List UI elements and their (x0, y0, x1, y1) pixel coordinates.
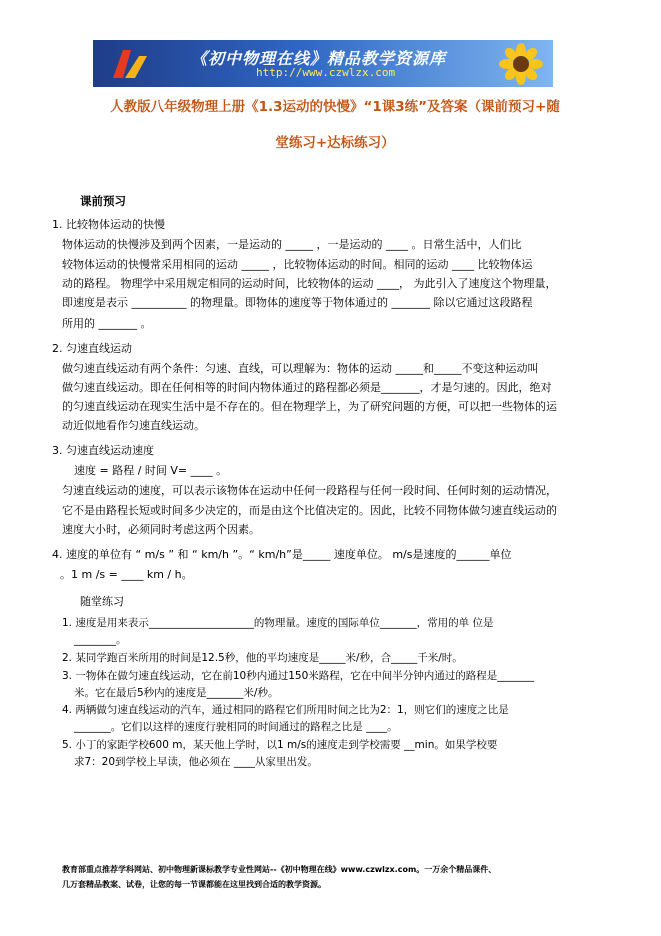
preview-line: 较物体运动的快慢常采用相同的运动 _____ ，比较物体运动的时间。相同的运动 ____ 比较物体运 (62, 258, 533, 271)
practice-line: 4. 两辆做匀速直线运动的汽车，通过相同的路程它们所用时间之比为2：1，则它们的速度之比是 (62, 704, 509, 716)
banner-title: 《初中物理在线》精品教学资源库 (191, 49, 447, 68)
practice-line: 3. 一物体在做匀速直线运动，它在前10秒内通过150米路程，它在中间半分钟内通过的路程是_______ (62, 670, 535, 682)
practice-line: ________。 (74, 634, 127, 646)
preview-line: 即速度是表示 __________ 的物理量。即物体的速度等于物体通过的 _______ 除以它通过这段路程 (62, 296, 533, 309)
preview-line: 所用的 _______ 。 (62, 317, 152, 330)
footer-line2: 几万套精品教案、试卷，让您的每一节课都能在这里找到合适的教学资源。 (62, 880, 326, 889)
preview-line: 做匀速直线运动有两个条件：匀速、直线，可以理解为：物体的运动 _____和_____不变这种运动叫 (62, 362, 539, 375)
footer-line1: 教育部重点推荐学科网站、初中物理新课标教学专业性网站--《初中物理在线》www.czwlzx.com。一万余个精品课件、 (62, 865, 497, 874)
banner-url: http://www.czwlzx.com (256, 66, 396, 79)
preview-line: 速度 = 路程 / 时间 V= ____ 。 (74, 464, 228, 477)
document-title-line2: 堂练习+达标练习） (275, 135, 395, 151)
preview-heading: 课前预习 (80, 194, 126, 208)
preview-line: 匀速直线运动的速度，可以表示该物体在运动中任何一段路程与任何一段时间、任何时刻的运动情况， (62, 484, 557, 497)
practice-line: 1. 速度是用来表示____________________的物理量。速度的国际单位_______，常用的单 位是 (62, 617, 494, 629)
preview-line: 2. 匀速直线运动 (52, 342, 132, 355)
practice-line: _______。它们以这样的速度行驶相同的时间通过的路程之比是 ____。 (74, 721, 398, 733)
preview-line: 做匀速直线运动。即在任何相等的时间内物体通过的路程都必须是_______，才是匀速的。因此，绝对 (62, 381, 552, 394)
document-title-line1: 人教版八年级物理上册《1.3运动的快慢》“1课3练”及答案（课前预习+随 (110, 99, 560, 115)
practice-line: 米。它在最后5秒内的速度是_______米/秒。 (74, 687, 279, 699)
preview-line: 1. 比较物体运动的快慢 (52, 218, 165, 231)
preview-line: 。1 m /s = ____ km / h。 (60, 568, 193, 581)
preview-line: 动的路程。 物理学中采用规定相同的运动时间，比较物体的运动 ____， 为此引入了速度这个物理量， (62, 277, 557, 290)
preview-line: 4. 速度的单位有 “ m/s ” 和 “ km/h ”。“ km/h”是_____ 速度单位。 m/s是速度的______单位 (52, 548, 512, 561)
preview-line: 物体运动的快慢涉及到两个因素，一是运动的 _____ ，一是运动的 ____ 。日常生活中，人们比 (62, 238, 522, 251)
practice-line: 5. 小丁的家距学校600 m，某天他上学时，以1 m/s的速度走到学校需要 __min。如果学校要 (62, 739, 498, 751)
preview-line: 的匀速直线运动在现实生活中是不存在的。但在物理学上，为了研究问题的方便，可以把一些物体的运 (62, 400, 557, 413)
practice-line: 求7：20到学校上早读，他必须在 ____从家里出发。 (74, 756, 318, 768)
preview-line: 速度大小时，必须同时考虑这两个因素。 (62, 523, 260, 536)
preview-line: 3. 匀速直线运动速度 (52, 444, 154, 457)
preview-line: 动近似地看作匀速直线运动。 (62, 419, 205, 432)
sunflower-icon (495, 43, 547, 85)
practice-line: 2. 某同学跑百米所用的时间是12.5秒，他的平均速度是_____米/秒，合_____千米/时。 (62, 652, 463, 664)
site-banner (93, 40, 553, 87)
site-logo-icon (109, 48, 151, 80)
practice-heading: 随堂练习 (80, 595, 124, 608)
preview-line: 它不是由路程长短或时间多少决定的，而是由这个比值决定的。因此，比较不同物体做匀速直线运动的 (62, 504, 557, 517)
